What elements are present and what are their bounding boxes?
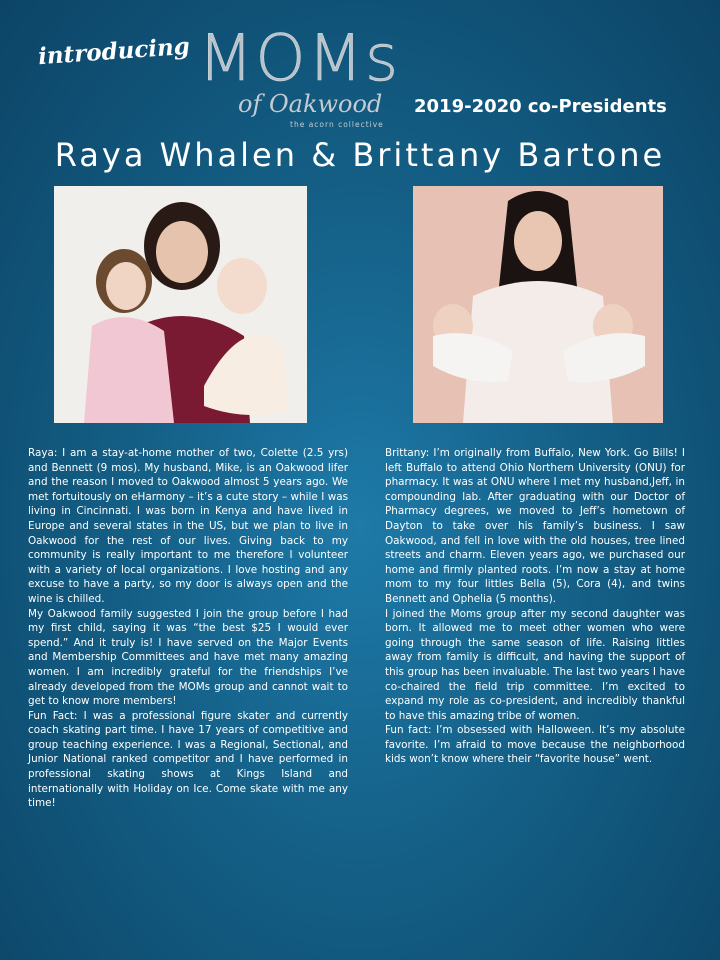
presidents-label: 2019-2020 co-Presidents [414, 96, 667, 117]
raya-bio-paragraph-1: Raya: I am a stay-at-home mother of two, Colette (2.5 yrs) and Bennett (9 mos). My husband, Mike, is an Oakwood lifer and the reason I moved to Oakwood almost 5 years ago. We met fortuitously on eHarmony – it’s a cute story – while I was living in Cincinnati. I was born in Kenya and have lived in Europe and several states in the US, but we plan to live in Oakwood for the rest of our lives. Giving back to my community is really important to me therefore I volunteer with a variety of local organizations. I love hosting and any excuse to have a party, so my door is always open and the wine is chilled. [28, 447, 348, 605]
presidents-names: Raya Whalen & Brittany Bartone [54, 136, 666, 174]
logo-tagline: the acorn collective [290, 120, 384, 129]
raya-bio-paragraph-3: Fun Fact: I was a professional figure skater and currently coach skating part time. I have 17 years of competitive and group teaching experience. I was a Regional, Sectional, and Junior National ranked competitor and I have performed in professional skating shows at Kings Island and internationally with Holiday on Ice. Come skate with me any time! [28, 709, 348, 810]
moms-of-oakwood-logo [198, 22, 423, 132]
raya-family-photo [54, 186, 307, 423]
logo-wordmark: MOMs [198, 22, 401, 96]
brittany-bio [385, 446, 685, 767]
brittany-family-photo [413, 186, 663, 423]
introducing-text: introducing [37, 32, 191, 71]
logo-subtitle: of Oakwood [238, 90, 383, 118]
brittany-bio-paragraph-1: Brittany: I’m originally from Buffalo, New York. Go Bills! I left Buffalo to attend Ohio Northern University (ONU) for pharmacy. It was at ONU where I met my husband,Jeff, in compounding lab. After graduating with our Doctor of Pharmacy degrees, we moved to Jeff’s hometown of Dayton to take over his family’s business. I saw Oakwood, and fell in love with the old houses, tree lined streets and charm. Eleven years ago, we purchased our home and firmly planted roots. I’m now a stay at home mom to my four littles Bella (5), Cora (4), and twins Bennett and Ophelia (5 months). [385, 447, 685, 605]
raya-bio [28, 446, 348, 811]
brittany-bio-paragraph-3: Fun fact: I’m obsessed with Halloween. It’s my absolute favorite. I’m afraid to move because the neighborhood kids won’t know where their “favorite house” went. [385, 724, 685, 766]
brittany-bio-paragraph-2: I joined the Moms group after my second daughter was born. It allowed me to meet other women who were going through the same season of life. Raising littles away from family is difficult, and having the support of this group has been invaluable. The last two years I have co-chaired the field trip committee. I’m excited to expand my role as co-president, and incredibly thankful to have this amazing tribe of women. [385, 607, 685, 722]
raya-bio-paragraph-2: My Oakwood family suggested I join the group before I had my first child, saying it was “the best $25 I would ever spend.” And it truly is! I have served on the Major Events and Membership Committees and have met many amazing women. I am incredibly grateful for the friendships I’ve already developed from the MOMs group and cannot wait to get to know more members! [28, 607, 348, 708]
